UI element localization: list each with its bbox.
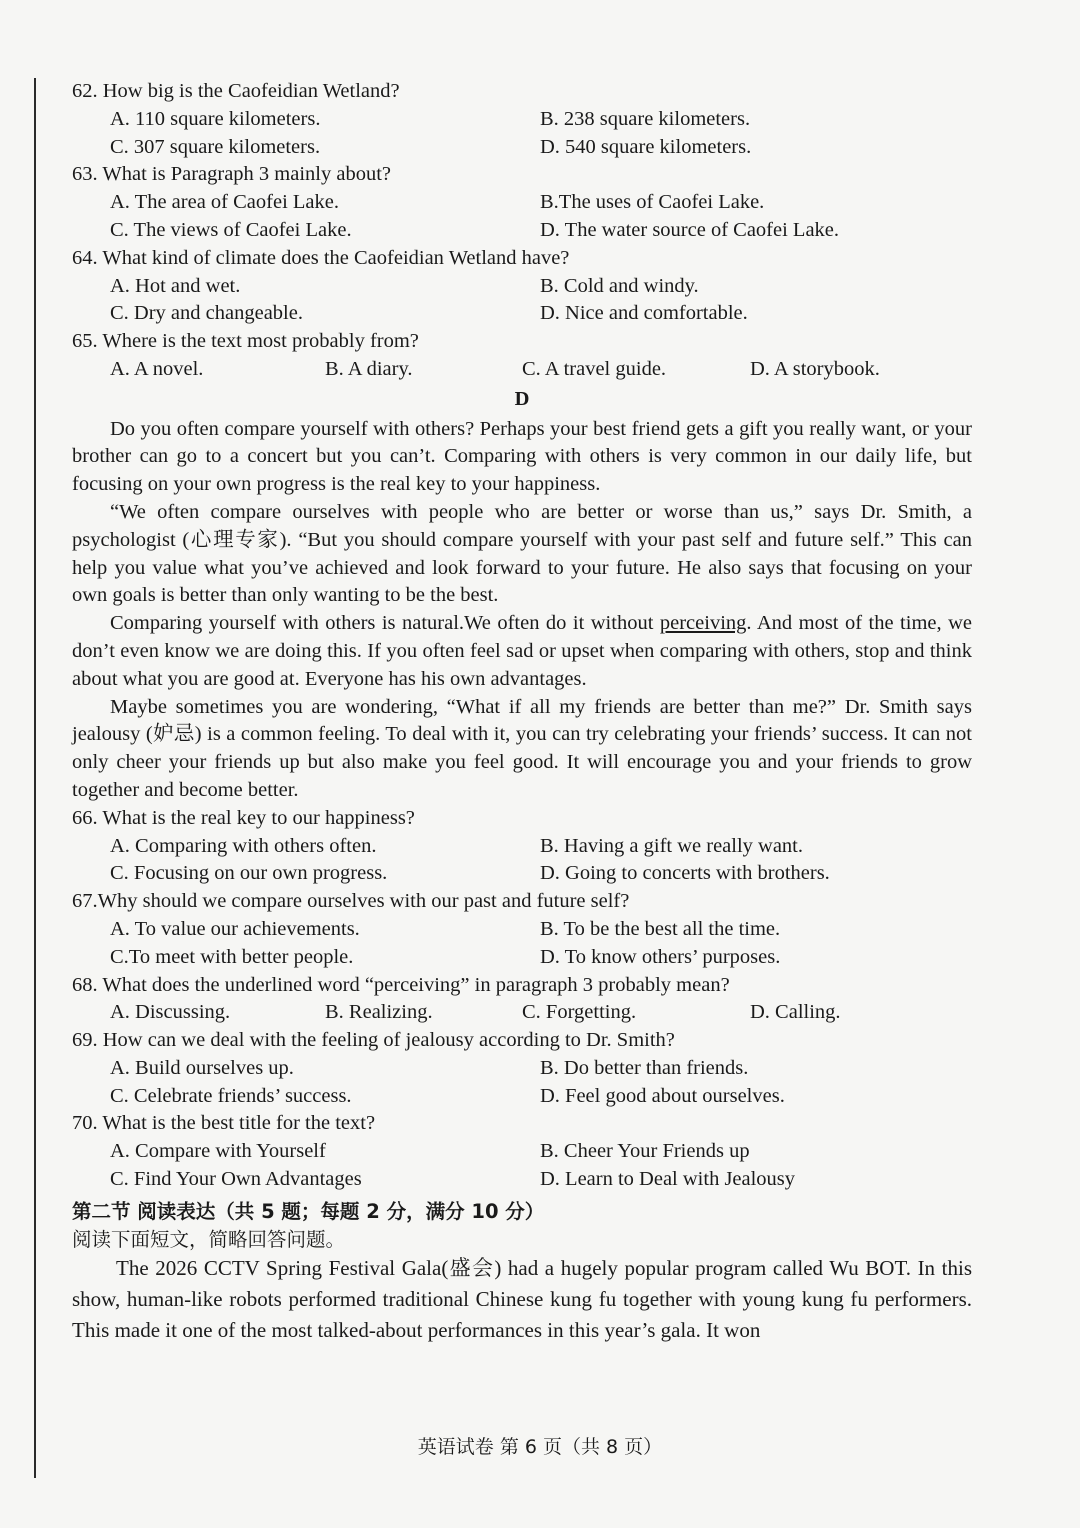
paragraph-text: . And most of the time, we don’t even know we are doing this. If you often feel sad or upset when comparing with others, stop and think about what you are good at. Everyone has his own advantages. [72, 612, 972, 690]
section-2-instruction: 阅读下面短文，简略回答问题。 [72, 1227, 346, 1251]
option-row [72, 1055, 972, 1083]
option: A. Compare with Yourself [110, 1140, 326, 1163]
question-stem: 70. What is the best title for the text? [72, 1112, 376, 1135]
option: A. A novel. [110, 357, 204, 380]
exam-page [72, 78, 972, 1346]
option: C. Forgetting. [522, 1001, 637, 1024]
option: D. The water source of Caofei Lake. [540, 218, 840, 241]
option-row [72, 1138, 972, 1166]
option: B. Realizing. [325, 1001, 433, 1024]
option-row [72, 1166, 972, 1194]
option: C. A travel guide. [522, 357, 667, 380]
option: B. Cold and windy. [540, 274, 699, 297]
option: C.To meet with better people. [110, 945, 354, 968]
option: B.The uses of Caofei Lake. [540, 191, 765, 214]
option: A. Discussing. [110, 1001, 231, 1024]
underlined-word: perceiving [659, 612, 747, 635]
option: A. 110 square kilometers. [110, 107, 321, 130]
section-letter-d: D [514, 387, 530, 410]
option-row [72, 300, 972, 328]
section-2-passage: The 2026 CCTV Spring Festival Gala(盛会) had a hugely popular program called Wu BOT. In this show, human-like robots performed traditional Chinese kung fu together with young kung fu performers. This made it one of the most talked-about performances in this year’s gala. It won [72, 1256, 972, 1343]
option: B. Do better than friends. [540, 1056, 749, 1079]
option: A. The area of Caofei Lake. [110, 191, 339, 214]
option: B. Having a gift we really want. [540, 834, 804, 857]
option-row [72, 916, 972, 944]
question-block-d [72, 805, 972, 1194]
paragraph-text: Comparing yourself with others is natural.We often do it without [110, 612, 660, 635]
option: C. 307 square kilometers. [110, 135, 321, 158]
question-block-a [72, 78, 972, 384]
option-row [72, 999, 972, 1027]
option-row [72, 944, 972, 972]
option: C. Dry and changeable. [110, 302, 303, 325]
question-stem: 67.Why should we compare ourselves with our past and future self? [72, 890, 630, 913]
option: A. To value our achievements. [110, 917, 360, 940]
option-row [72, 134, 972, 162]
option: B. To be the best all the time. [540, 917, 781, 940]
option: D. Learn to Deal with Jealousy [540, 1168, 796, 1191]
option: A. Build ourselves up. [110, 1056, 294, 1079]
option: D. To know others’ purposes. [540, 945, 781, 968]
binding-margin-line [34, 78, 36, 1478]
option: B. A diary. [325, 357, 413, 380]
option: B. Cheer Your Friends up [540, 1140, 750, 1163]
question-stem: 65. Where is the text most probably from? [72, 330, 419, 353]
option: D. A storybook. [750, 357, 880, 380]
option: D. 540 square kilometers. [540, 135, 752, 158]
passage-paragraph: Maybe sometimes you are wondering, “What if all my friends are better than me?” Dr. Smith says jealousy (妒忌) is a common feeling. To deal with it, you can try celebrating your friends’ success. It can not only cheer your friends up but also make you feel good. It will encourage you and your friends to grow together and become better. [72, 695, 972, 801]
option-row [72, 106, 972, 134]
passage-paragraph: Do you often compare yourself with others? Perhaps your best friend gets a gift you really want, or your brother can go to a concert but you can’t. Comparing with others is very common in our daily life, but focusing on your own progress is the real key to your happiness. [72, 417, 972, 496]
option: C. The views of Caofei Lake. [110, 218, 352, 241]
option-row [72, 1083, 972, 1111]
option-row [72, 217, 972, 245]
option-row [72, 833, 972, 861]
option: A. Comparing with others often. [110, 834, 377, 857]
question-stem: 69. How can we deal with the feeling of jealousy according to Dr. Smith? [72, 1029, 675, 1052]
question-stem: 68. What does the underlined word “perceiving” in paragraph 3 probably mean? [72, 973, 730, 996]
passage-paragraph [72, 610, 972, 693]
question-stem: 64. What kind of climate does the Caofeidian Wetland have? [72, 246, 570, 269]
option-row [72, 356, 972, 384]
option: C. Focusing on our own progress. [110, 862, 388, 885]
option: C. Celebrate friends’ success. [110, 1084, 352, 1107]
option-row [72, 273, 972, 301]
question-stem: 62. How big is the Caofeidian Wetland? [72, 80, 400, 102]
passage-d [72, 416, 972, 805]
option: B. 238 square kilometers. [540, 107, 751, 130]
question-stem: 63. What is Paragraph 3 mainly about? [72, 163, 392, 186]
option-row [72, 189, 972, 217]
option: D. Feel good about ourselves. [540, 1084, 785, 1107]
option: D. Nice and comfortable. [540, 302, 748, 325]
section-2-title: 第二节 阅读表达（共 5 题；每题 2 分，满分 10 分） [72, 1199, 545, 1223]
option: C. Find Your Own Advantages [110, 1168, 362, 1191]
option: D. Calling. [750, 1001, 841, 1024]
option: D. Going to concerts with brothers. [540, 862, 830, 885]
option: A. Hot and wet. [110, 274, 241, 297]
option-row [72, 860, 972, 888]
question-stem: 66. What is the real key to our happiness? [72, 806, 415, 829]
page-footer: 英语试卷 第 6 页（共 8 页） [417, 1436, 663, 1458]
passage-paragraph: “We often compare ourselves with people who are better or worse than us,” says Dr. Smith, a psychologist (心理专家). “But you should compare yourself with your past self and future self.” This can help you value what you’ve achieved and look forward to your future. He also says that focusing on your own goals is better than only wanting to be the best. [72, 500, 972, 607]
